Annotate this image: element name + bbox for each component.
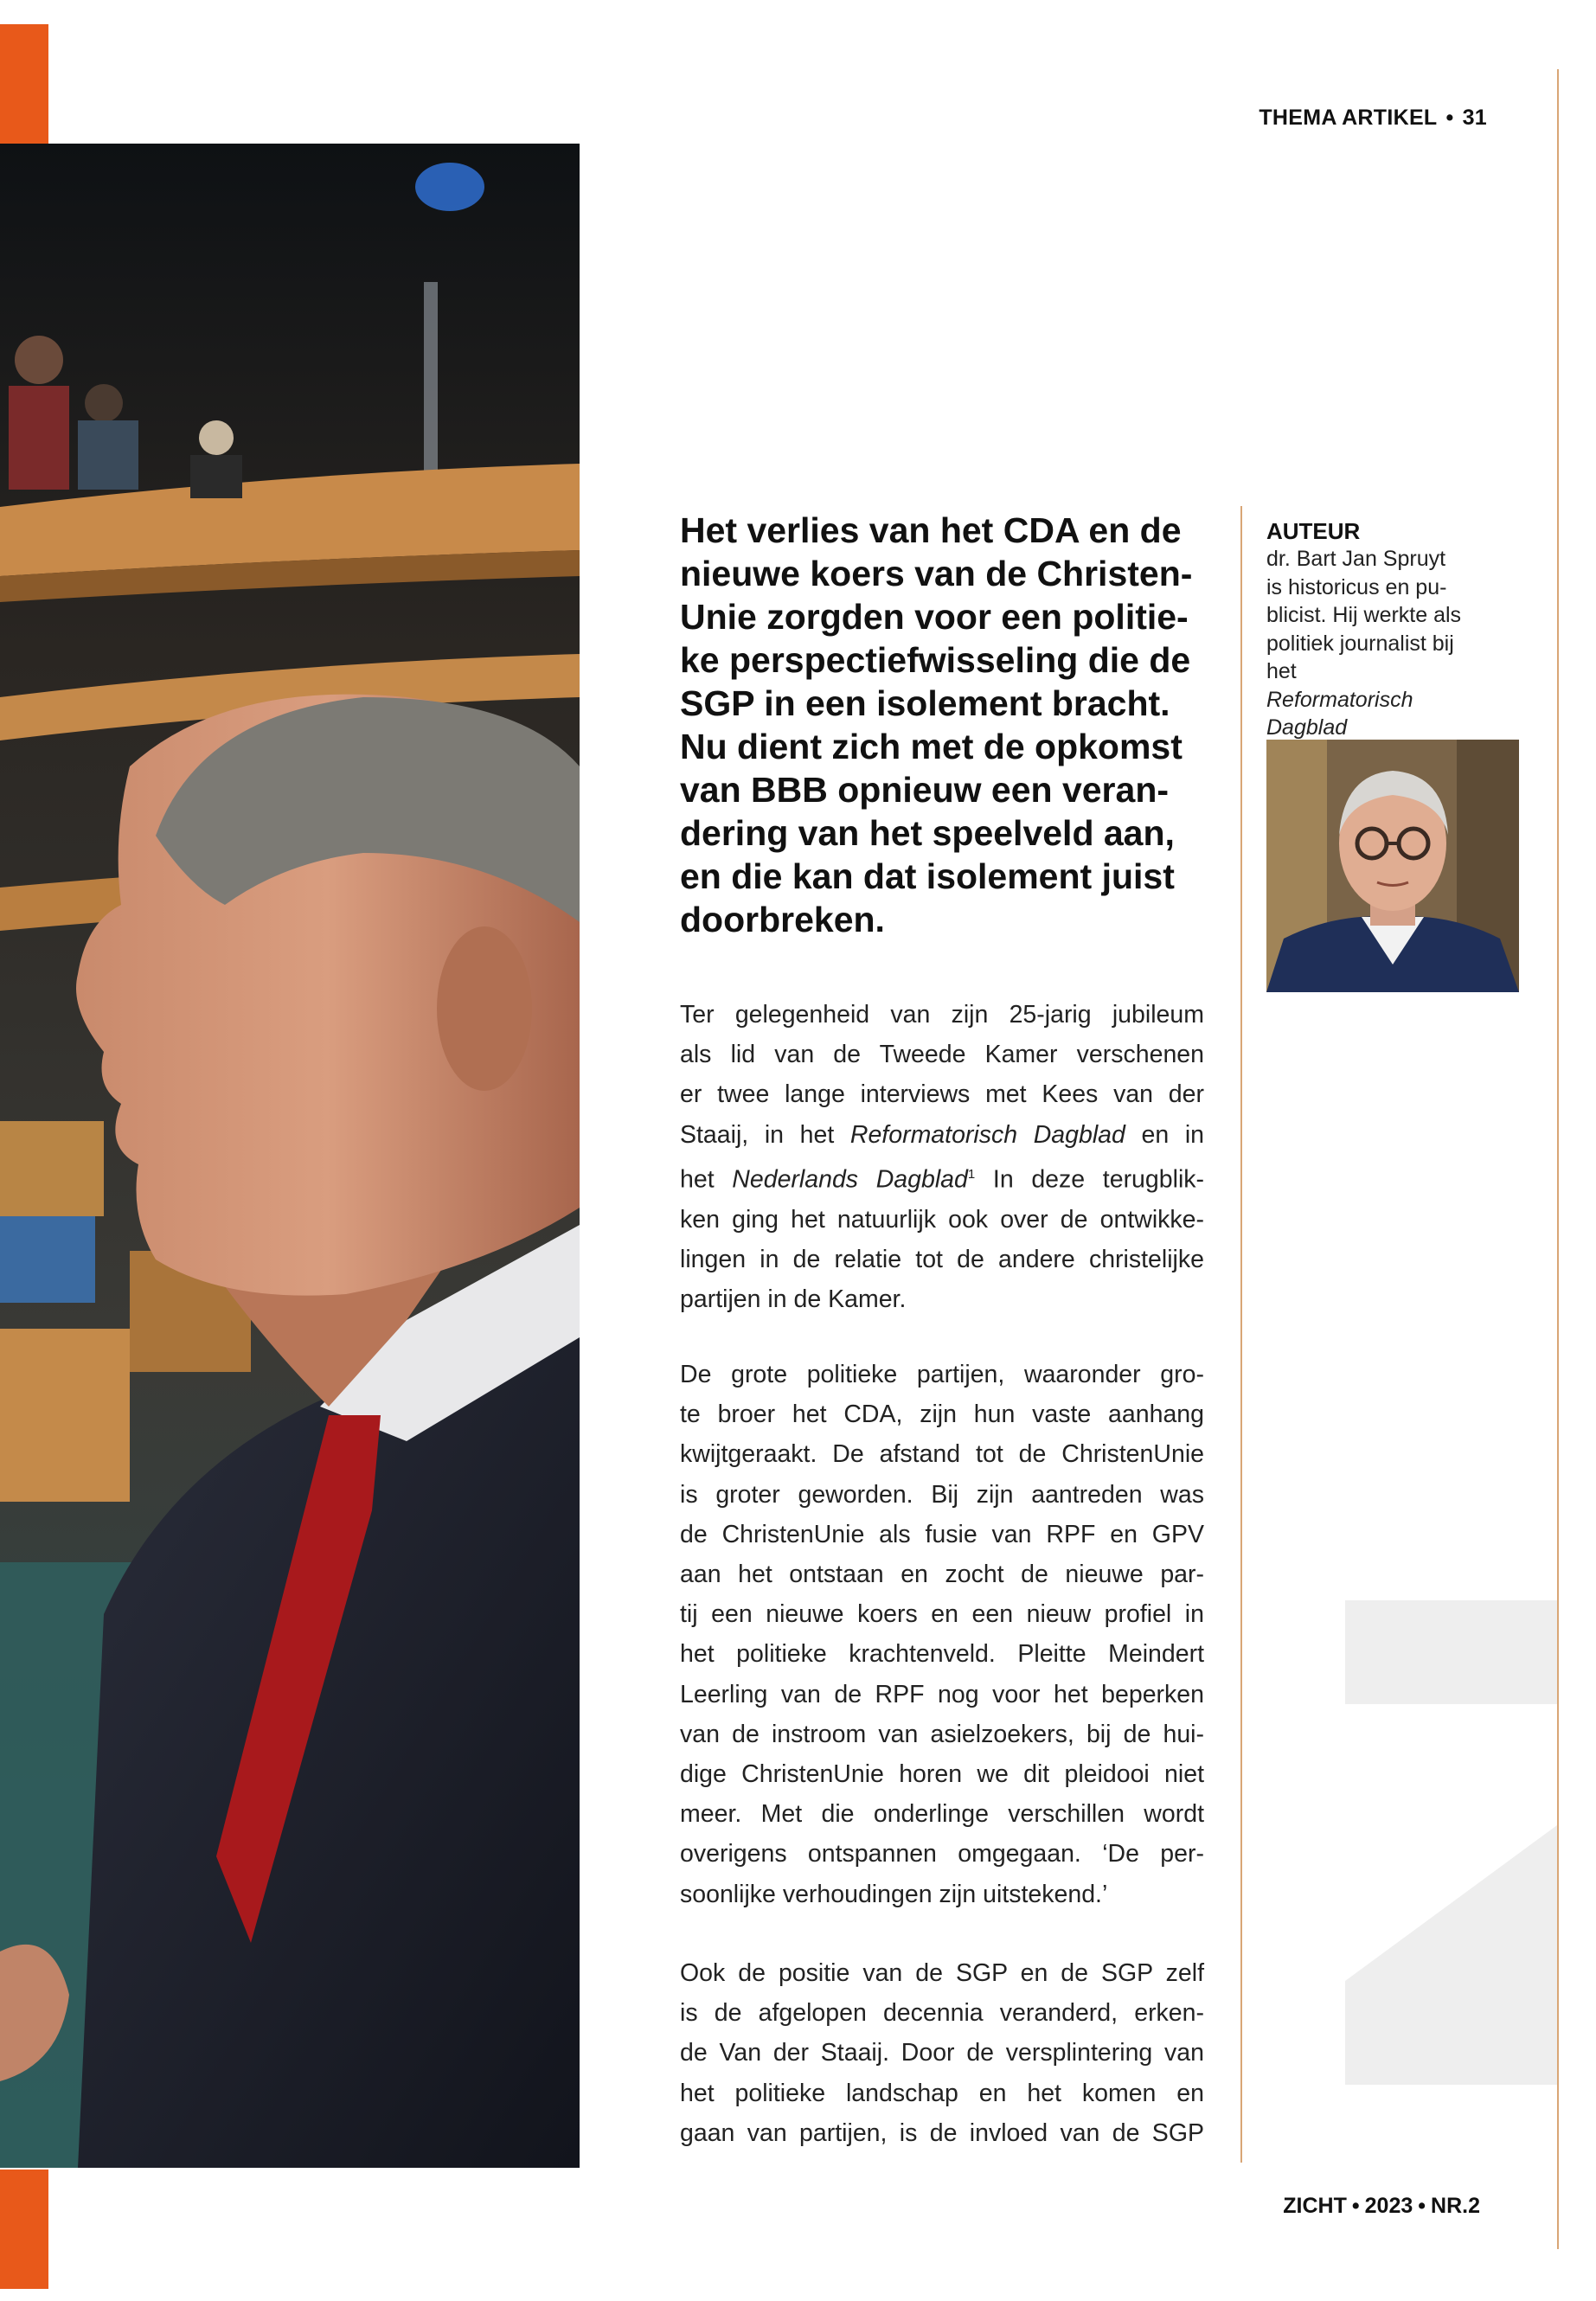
page-divider [1557, 69, 1559, 2249]
body-line: partijen in de Kamer. [680, 1285, 907, 1313]
page-header [1259, 106, 1487, 131]
body-line: het politieke krachtenveld. Pleitte Meindert [680, 1640, 1204, 1669]
body-line: gaan van partijen, is de invloed van de SGP [680, 2118, 1204, 2147]
author-bio [1266, 545, 1517, 742]
author-box [1266, 517, 1517, 742]
body-paragraph-1 [680, 995, 1204, 1319]
page-number: 31 [1462, 106, 1487, 130]
body-line: dige ChristenUnie horen we dit pleidooi niet [680, 1760, 1204, 1789]
body-line: van de instroom van asielzoekers, bij de hui- [680, 1720, 1204, 1748]
bio-line [1266, 714, 1517, 742]
body-line: Staaij, in het Reformatorisch Dagblad en in [680, 1120, 1205, 1149]
body-paragraph-2 [680, 1355, 1204, 1914]
body-line: Ook de positie van de SGP en de SGP zelf [680, 1959, 1204, 1987]
lead-line: en die kan dat isolement juist [680, 856, 1175, 896]
author-label: AUTEUR [1266, 518, 1361, 544]
newspaper-title: Dagblad [1266, 715, 1348, 740]
lead-line: nieuwe koers van de Christen- [680, 554, 1193, 593]
body-line: overigens ontspannen omgegaan. ‘De per- [680, 1840, 1204, 1868]
footnote-marker: 1 [967, 1166, 976, 1182]
issue-year: 2023 [1364, 2194, 1413, 2218]
body-line: er twee lange interviews met Kees van der [680, 1080, 1204, 1109]
body-line: is de afgelopen decennia veranderd, erken- [680, 1999, 1204, 2028]
section-label: THEMA ARTIKEL [1259, 106, 1438, 130]
newspaper-title: Nederlands Dagblad [732, 1165, 968, 1194]
body-line: is groter geworden. Bij zijn aantreden was [680, 1480, 1204, 1509]
lead-line: Het verlies van het CDA en de [680, 510, 1182, 550]
accent-bar-top [0, 24, 48, 144]
body-line: het politieke landschap en het komen en [680, 2079, 1204, 2107]
lead-paragraph [680, 509, 1208, 941]
issue-number: NR.2 [1431, 2194, 1480, 2218]
lead-line: van BBB opnieuw een veran- [680, 770, 1170, 810]
body-line: lingen in de relatie tot de andere christelijke [680, 1245, 1204, 1273]
bio-line: het Reformatorisch [1266, 659, 1413, 712]
column-divider [1240, 506, 1242, 2163]
newspaper-title: Reformatorisch Dagblad [849, 1120, 1125, 1149]
author-portrait [1266, 740, 1519, 992]
body-line: als lid van de Tweede Kamer verschenen [680, 1041, 1204, 1069]
lead-line: doorbreken. [680, 900, 885, 939]
body-line: ken ging het natuurlijk ook over de ontwikke- [680, 1205, 1204, 1234]
body-line: te broer het CDA, zijn hun vaste aanhang [680, 1400, 1204, 1429]
lead-line: Nu dient zich met de opkomst [680, 727, 1183, 766]
bio-line: is historicus en pu- [1266, 574, 1447, 599]
page-footer: ZICHT • 2023 • NR.2 [1283, 2194, 1480, 2218]
body-line: het Nederlands Dagblad$^1$ In deze terugblik- [680, 1165, 1205, 1194]
header-separator: • [1445, 106, 1454, 130]
bio-line: dr. Bart Jan Spruyt [1266, 547, 1446, 571]
body-line: Ter gelegenheid van zijn 25-jarig jubileum [680, 1001, 1204, 1029]
parliament-photo [0, 144, 580, 2168]
lead-line: dering van het speelveld aan, [680, 813, 1175, 853]
newspaper-title: Reformatorisch [1266, 687, 1413, 712]
magazine-name: ZICHT [1283, 2194, 1347, 2218]
body-line: Leerling van de RPF nog voor het beperken [680, 1680, 1204, 1708]
body-line: kwijtgeraakt. De afstand tot de ChristenUnie [680, 1440, 1204, 1469]
body-line: tij een nieuwe koers en een nieuw profiel in [680, 1600, 1204, 1629]
body-paragraph-3 [680, 1953, 1204, 2153]
body-line: De grote politieke partijen, waaronder gro- [680, 1361, 1204, 1388]
lead-line: ke perspectiefwisseling die de [680, 640, 1191, 680]
body-line: de ChristenUnie als fusie van RPF en GPV [680, 1520, 1204, 1548]
body-line: soonlijke verhoudingen zijn uitstekend.’ [680, 1880, 1108, 1908]
bio-line: politiek journalist bij [1266, 631, 1454, 656]
accent-bar-bottom [0, 2170, 48, 2289]
body-line: meer. Met die onderlinge verschillen wordt [680, 1800, 1204, 1829]
lead-line: Unie zorgden voor een politie- [680, 597, 1189, 637]
lead-line: SGP in een isolement bracht. [680, 683, 1170, 723]
bio-line: blicist. Hij werkte als [1266, 603, 1462, 627]
body-line: aan het ontstaan en zocht de nieuwe par- [680, 1561, 1204, 1589]
decorative-number-graphic [1345, 1600, 1557, 2085]
body-line: de Van der Staaij. Door de versplintering van [680, 2039, 1204, 2067]
